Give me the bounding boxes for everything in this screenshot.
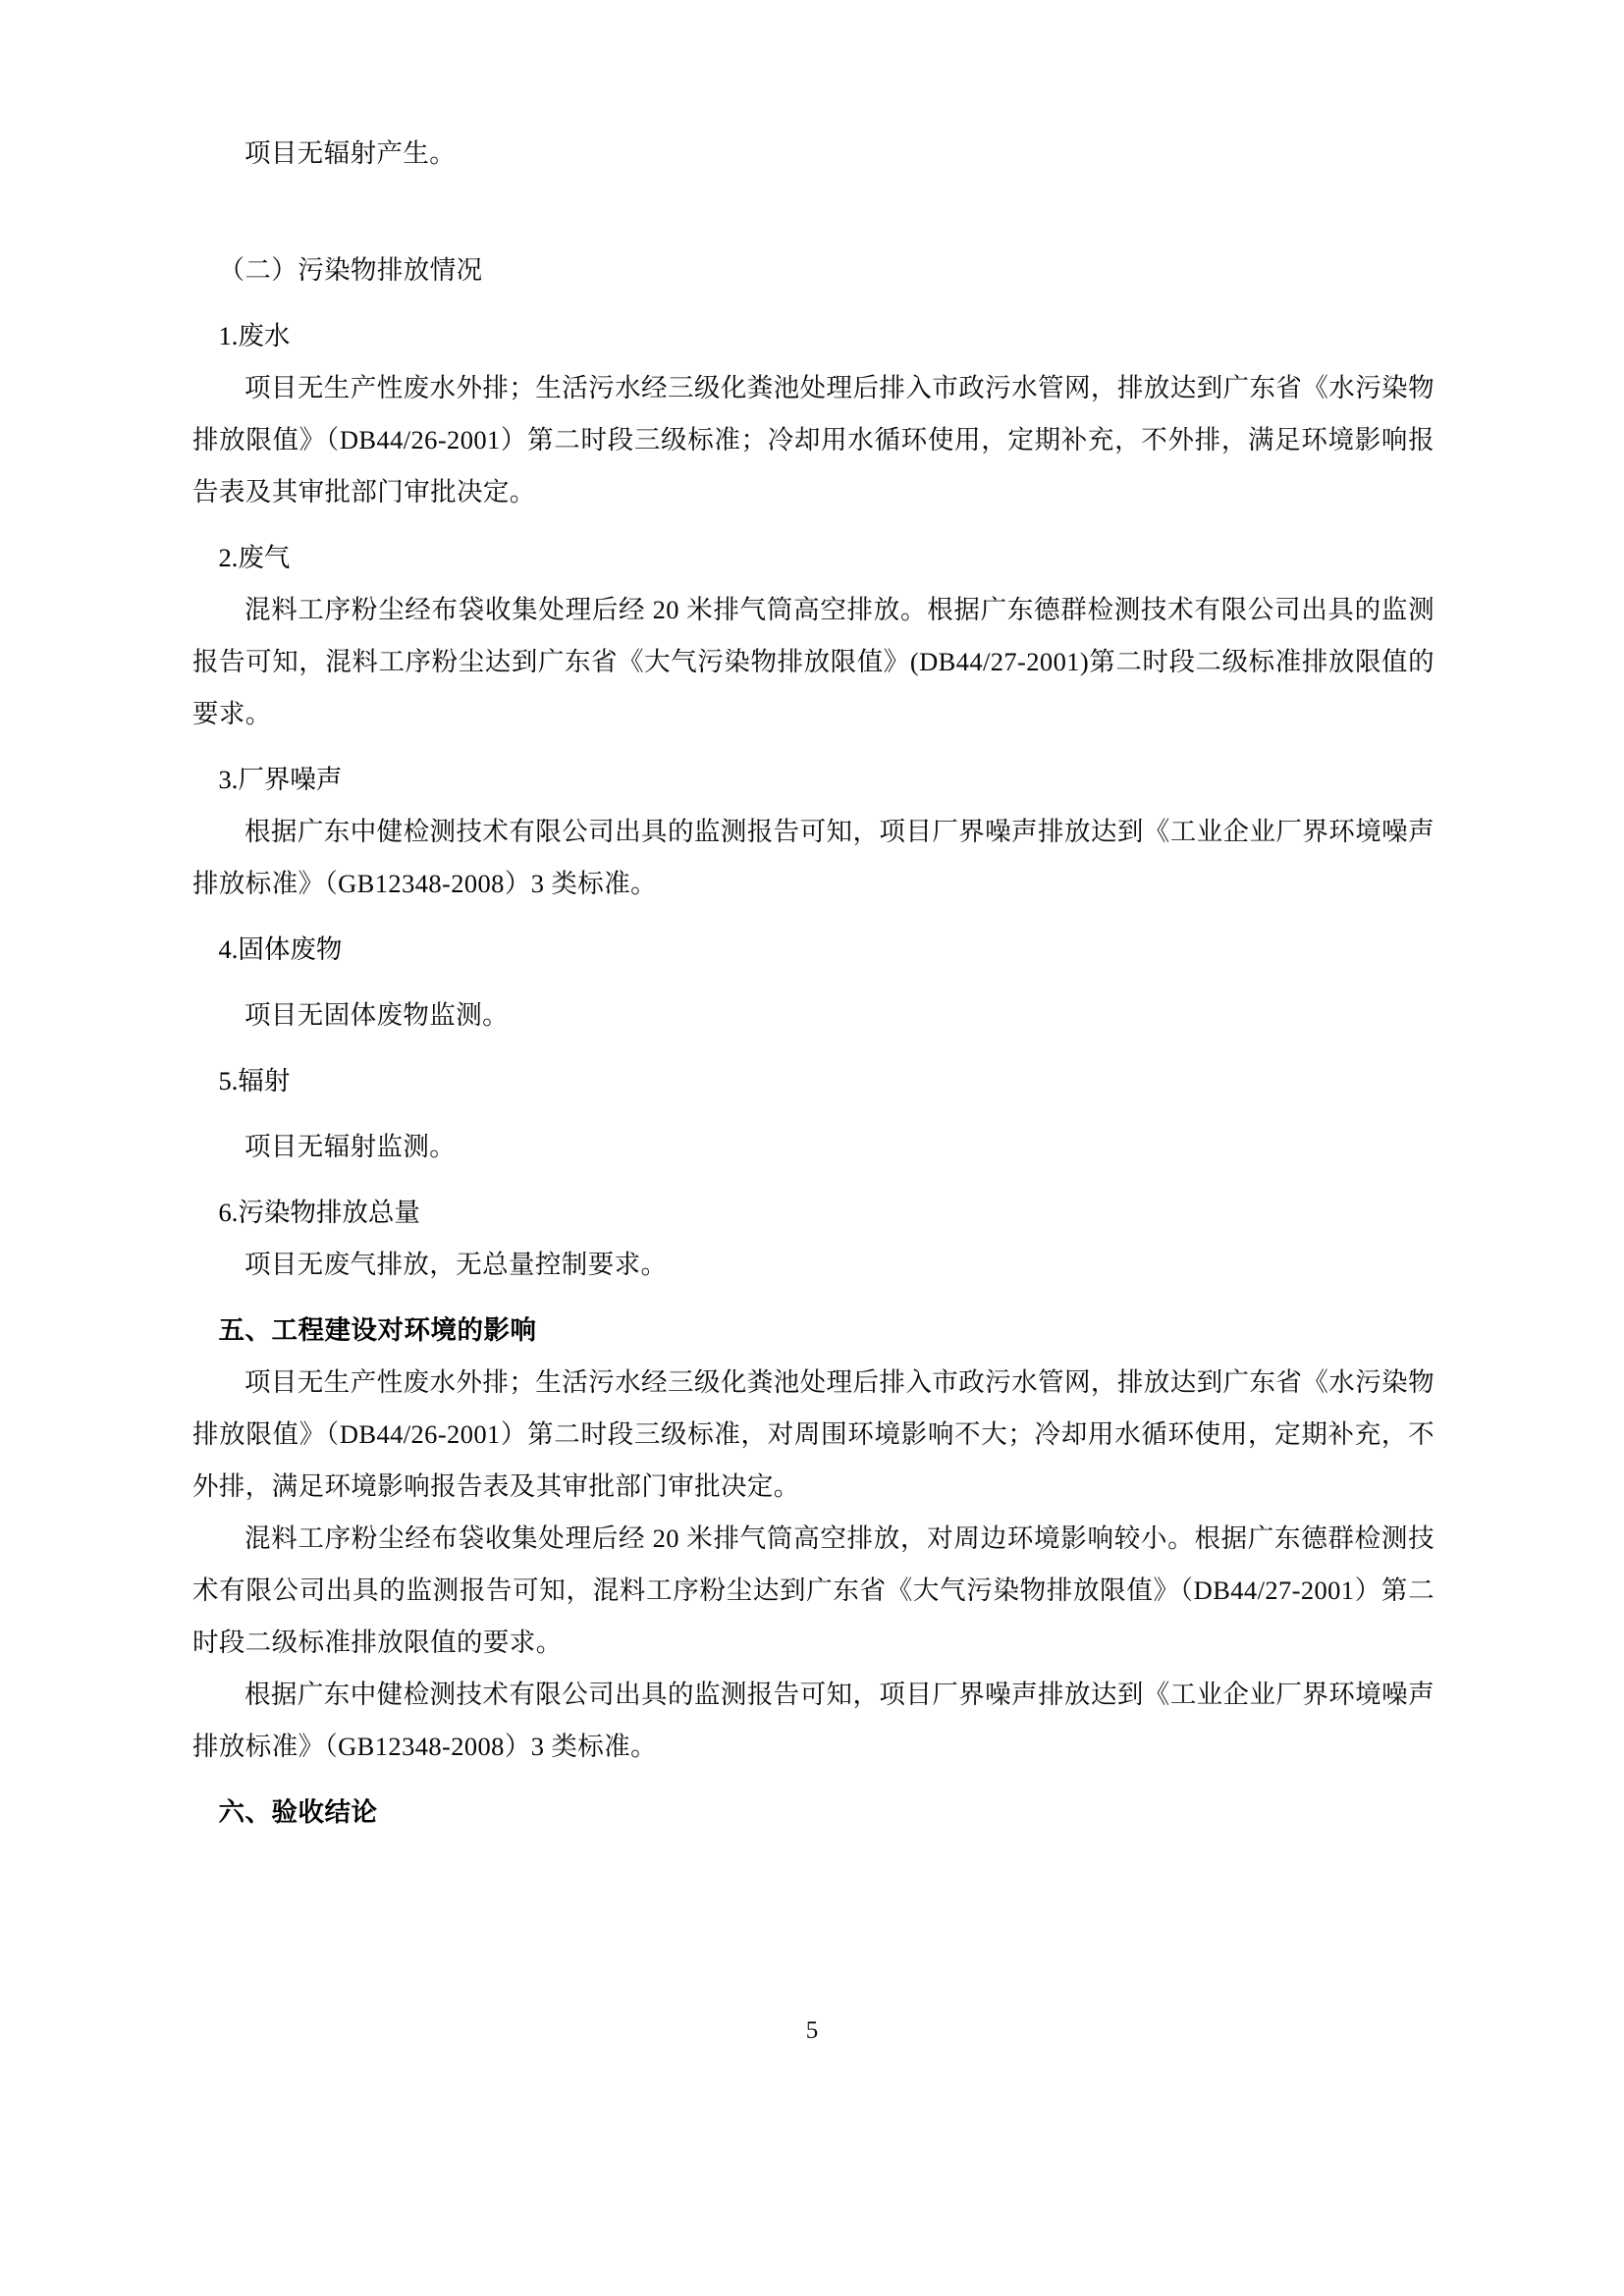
spacer bbox=[192, 1773, 1435, 1787]
spacer bbox=[192, 518, 1435, 532]
paragraph-total-discharge: 项目无废气排放，无总量控制要求。 bbox=[244, 1250, 668, 1279]
spacer bbox=[192, 976, 1435, 989]
paragraph-section-five-1: 项目无生产性废水外排；生活污水经三级化粪池处理后排入市政污水管网，排放达到广东省《水污染物排放限值》（DB44/26-2001）第二时段三级标准，对周围环境影响不大；冷却用水循环使用，定期补充，不外排，满足环境影响报告表及其审批部门审批决定。 bbox=[192, 1367, 1435, 1501]
spacer bbox=[192, 180, 1435, 244]
paragraph-boundary-noise: 根据广东中健检测技术有限公司出具的监测报告可知，项目厂界噪声排放达到《工业企业厂界环境噪声排放标准》（GB12348-2008）3 类标准。 bbox=[192, 817, 1435, 898]
spacer bbox=[192, 1173, 1435, 1187]
heading-waste-gas: 2.废气 bbox=[218, 543, 291, 572]
spacer bbox=[192, 1041, 1435, 1055]
paragraph-section-five-2: 混料工序粉尘经布袋收集处理后经 20 米排气筒高空排放，对周边环境影响较小。根据广东德群检测技术有限公司出具的监测报告可知，混料工序粉尘达到广东省《大气污染物排放限值》（DB44/27-2001）第二时段二级标准排放限值的要求。 bbox=[192, 1523, 1435, 1657]
heading-boundary-noise: 3.厂界噪声 bbox=[218, 765, 343, 794]
heading-radiation: 5.辐射 bbox=[218, 1066, 291, 1095]
spacer bbox=[192, 1291, 1435, 1305]
paragraph-wastewater: 项目无生产性废水外排；生活污水经三级化粪池处理后排入市政污水管网，排放达到广东省《水污染物排放限值》（DB44/26-2001）第二时段三级标准；冷却用水循环使用，定期补充，不外排，满足环境影响报告表及其审批部门审批决定。 bbox=[192, 373, 1435, 507]
heading-wastewater: 1.废水 bbox=[218, 321, 291, 350]
paragraph-radiation: 项目无辐射监测。 bbox=[244, 1132, 457, 1161]
heading-section-six: 六、验收结论 bbox=[218, 1797, 378, 1827]
spacer bbox=[192, 296, 1435, 310]
heading-total-discharge: 6.污染物排放总量 bbox=[218, 1198, 420, 1227]
spacer bbox=[192, 740, 1435, 754]
paragraph-radiation-none: 项目无辐射产生。 bbox=[244, 138, 457, 168]
document-body bbox=[192, 128, 1435, 1839]
heading-pollutant-discharge: （二）污染物排放情况 bbox=[218, 255, 483, 285]
paragraph-solid-waste: 项目无固体废物监测。 bbox=[244, 1000, 509, 1030]
paragraph-waste-gas: 混料工序粉尘经布袋收集处理后经 20 米排气筒高空排放。根据广东德群检测技术有限公司出具的监测报告可知，混料工序粉尘达到广东省《大气污染物排放限值》(DB44/27-2001)第二时段二级标准排放限值的要求。 bbox=[192, 595, 1435, 728]
spacer bbox=[192, 1107, 1435, 1121]
spacer bbox=[192, 910, 1435, 924]
page-number: 5 bbox=[805, 2017, 819, 2044]
paragraph-section-five-3: 根据广东中健检测技术有限公司出具的监测报告可知，项目厂界噪声排放达到《工业企业厂界环境噪声排放标准》（GB12348-2008）3 类标准。 bbox=[192, 1680, 1435, 1761]
heading-section-five: 五、工程建设对环境的影响 bbox=[218, 1315, 537, 1345]
heading-solid-waste: 4.固体废物 bbox=[218, 934, 343, 964]
